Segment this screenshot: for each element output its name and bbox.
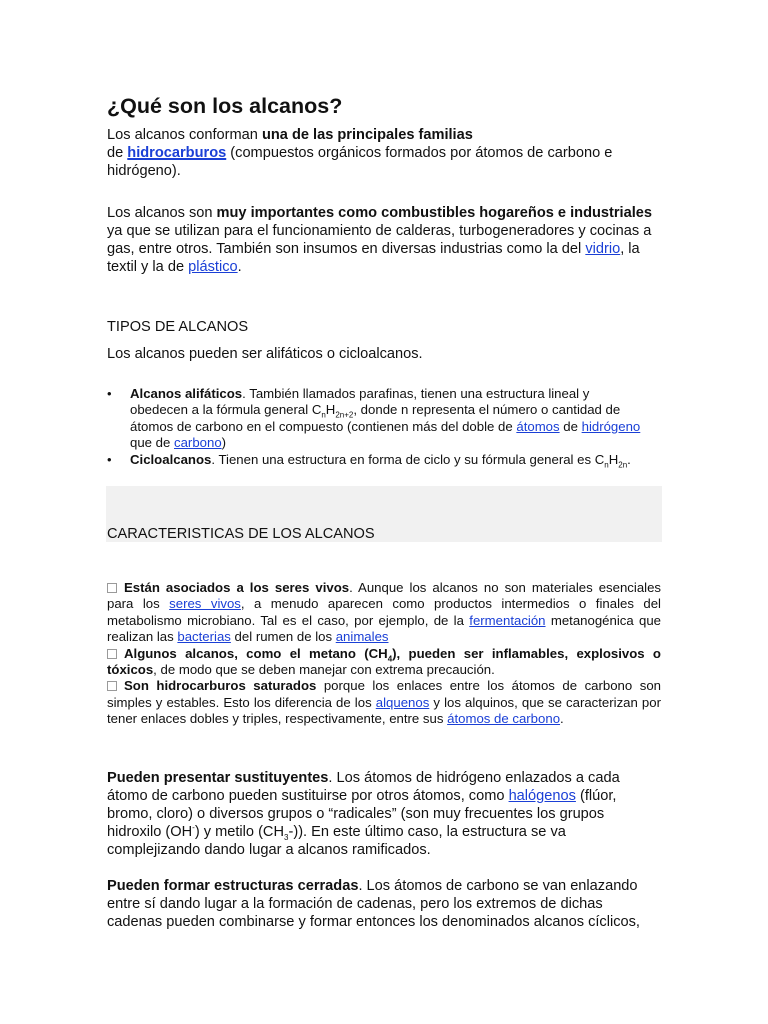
c1-text-1: . Aunque los alcanos no son materiales esenciales para los: [107, 580, 662, 612]
uses-paragraph: [107, 204, 655, 276]
c1-text-2: , a menudo aparecen como productos intermedios o finales del metabolismo microbiano. Tal es el caso, por ejemplo, de la: [107, 596, 661, 628]
checkbox-symbol-icon: [107, 649, 117, 659]
link-halogenos[interactable]: halógenos: [508, 788, 576, 804]
cyclo-text-1: . Tienen una estructura en forma de ciclo y su fórmula general es C: [211, 451, 605, 467]
c3-text-3: .: [560, 711, 564, 727]
c3-text-1: porque los enlaces entre los átomos de carbono son simples y estables. Esto los diferencia de los: [107, 678, 661, 710]
types-heading: TIPOS DE ALCANOS: [107, 319, 249, 335]
intro-text-1: Los alcanos conforman: [107, 127, 262, 143]
c2-text-1: , de modo que se deben manejar con extrema precaución.: [153, 662, 495, 678]
page-title: ¿Qué son los alcanos?: [107, 94, 343, 118]
aliphatic-text-1: . También llamados parafinas, tienen una estructura lineal y obedecen a la fórmula general C: [130, 386, 590, 418]
c2-sub-4: 4: [387, 654, 393, 664]
c1-bold: Están asociados a los seres vivos: [124, 580, 350, 595]
c1-text-4: del rumen de los: [230, 629, 336, 645]
cyclo-bold: Cicloalcanos: [130, 451, 212, 467]
link-vidrio[interactable]: vidrio: [585, 241, 621, 257]
c3-text-2: y los alquinos, que se caracterizan por tener enlaces dobles y triples, respectivamente, entre sus: [107, 694, 661, 727]
link-fermentacion[interactable]: fermentación: [469, 612, 546, 628]
intro-text-2: de: [107, 145, 128, 161]
aliphatic-sub-n: n: [321, 411, 326, 421]
intro-paragraph: [107, 126, 647, 180]
closed-text-1: . Los átomos de carbono se van enlazando entre sí dando lugar a la formación de cadenas, pero los extremos de dichas cadenas pueden combinarse y formar entonces los denominados alcanos cíclicos,: [107, 878, 640, 930]
substituents-text-3: ) y metilo (CH: [194, 824, 285, 840]
cyclo-text-2: .: [627, 451, 631, 467]
link-seres-vivos[interactable]: seres vivos: [169, 596, 241, 612]
closed-structures-paragraph: [107, 877, 659, 931]
characteristics-block: [107, 580, 661, 728]
link-hidrogeno[interactable]: hidrógeno: [581, 418, 641, 434]
substituents-bold: Pueden presentar sustituyentes: [107, 770, 329, 786]
aliphatic-text-4: que de: [130, 435, 174, 451]
substituents-sub-3: 3: [284, 832, 289, 842]
intro-text-3: (compuestos orgánicos formados por átomos de carbono e hidrógeno).: [107, 145, 613, 179]
aliphatic-bold: Alcanos alifáticos: [130, 386, 243, 401]
c2-bold-2: ), pueden ser inflamables, explosivos o tóxicos: [107, 645, 661, 678]
characteristic-item-3: [107, 678, 661, 727]
substituents-paragraph: [107, 769, 639, 859]
c2-bold-1: Algunos alcanos, como el metano (CH: [124, 645, 388, 661]
c1-text-3: metanogénica que realizan las: [107, 612, 662, 645]
checkbox-symbol-icon: [107, 583, 117, 593]
aliphatic-sub-2n2: 2n+2: [335, 411, 354, 421]
aliphatic-text-5: ): [221, 435, 227, 451]
link-alquenos[interactable]: alquenos: [375, 694, 430, 710]
characteristics-heading: CARACTERISTICAS DE LOS ALCANOS: [107, 526, 375, 542]
link-atomos-de-carbono[interactable]: átomos de carbono: [447, 711, 561, 727]
link-plastico[interactable]: plástico: [188, 259, 238, 275]
substituents-text-1: . Los átomos de hidrógeno enlazados a cada átomo de carbono pueden sustituirse por otros átomos, como: [107, 770, 620, 804]
link-hidrocarburos[interactable]: hidrocarburos: [127, 145, 227, 161]
list-item-aliphatic: [107, 386, 647, 452]
substituents-text-4: -)). En este último caso, la estructura se va complejizando dando lugar a alcanos ramificados.: [107, 824, 566, 858]
uses-text-1: Los alcanos son: [107, 205, 217, 221]
substituents-sup: -: [192, 823, 195, 833]
uses-text-3: , la textil y la de: [107, 241, 640, 275]
characteristic-item-2: [107, 646, 661, 679]
uses-bold: muy importantes como combustibles hogareños e industriales: [216, 205, 653, 221]
list-item-cyclo: [107, 452, 647, 468]
aliphatic-text-3: de: [559, 418, 582, 434]
link-atomos[interactable]: átomos: [516, 418, 560, 434]
types-intro: Los alcanos pueden ser alifáticos o cicloalcanos.: [107, 346, 423, 362]
types-list: [107, 386, 647, 468]
checkbox-symbol-icon: [107, 681, 117, 691]
characteristic-item-1: [107, 580, 661, 646]
aliphatic-h: H: [325, 402, 336, 418]
bullet-icon: •: [107, 386, 112, 401]
cyclo-h: H: [608, 451, 619, 467]
link-bacterias[interactable]: bacterias: [177, 629, 231, 645]
cyclo-sub-2n: 2n: [618, 460, 628, 470]
intro-bold: una de las principales familias: [261, 127, 473, 143]
cyclo-sub-n: n: [604, 460, 609, 470]
uses-text-4: .: [237, 259, 242, 275]
bullet-icon: •: [107, 451, 112, 467]
closed-bold: Pueden formar estructuras cerradas: [107, 878, 359, 894]
uses-text-2: ya que se utilizan para el funcionamiento de calderas, turbogeneradores y cocinas a gas, entre otros. También son insumos en diversas industrias como la del: [107, 223, 652, 257]
link-carbono[interactable]: carbono: [174, 435, 222, 451]
aliphatic-text-2: , donde n representa el número o cantidad de átomos de carbono en el compuesto (contienen más del doble de: [130, 402, 621, 434]
link-animales[interactable]: animales: [335, 629, 389, 645]
c3-bold: Son hidrocarburos saturados: [124, 678, 317, 694]
substituents-text-2: (flúor, bromo, cloro) o diversos grupos o “radicales” (son muy frecuentes los grupos hidroxilo (OH: [107, 788, 617, 840]
